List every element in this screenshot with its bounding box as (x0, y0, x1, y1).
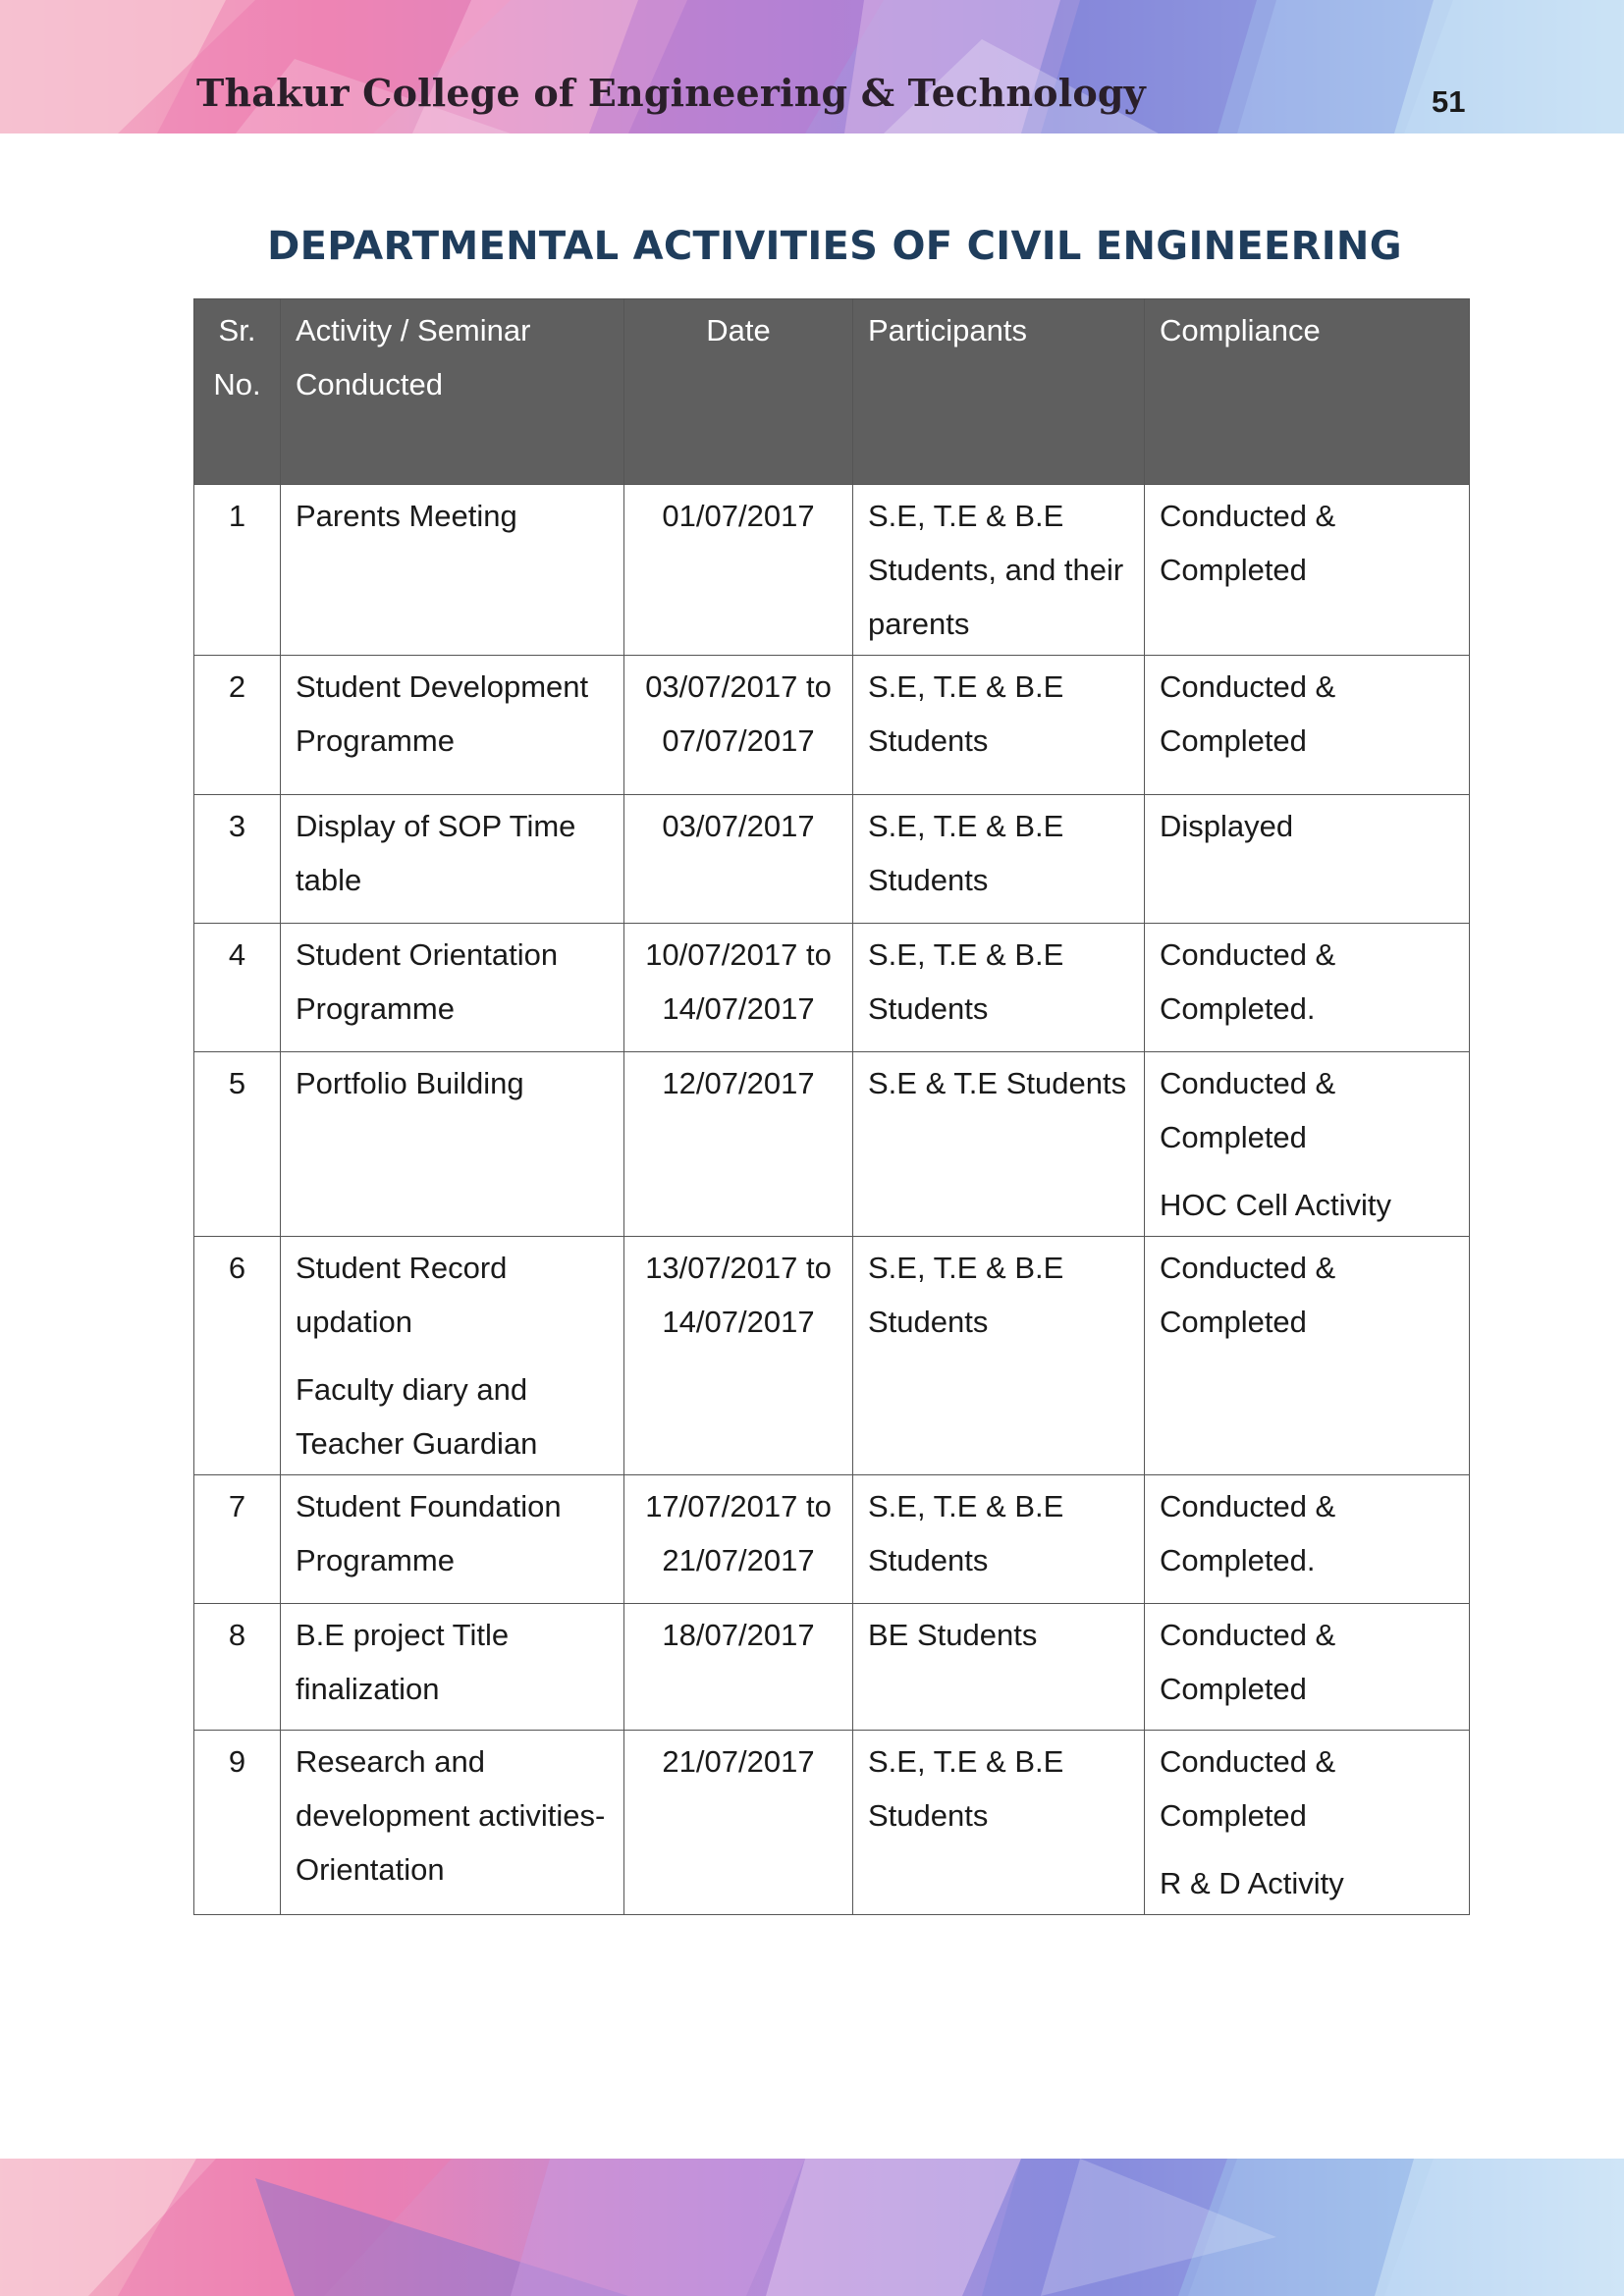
table-row (194, 485, 1470, 656)
col-header-activity-line1: Activity / Seminar (296, 313, 531, 347)
cell-participants-line: S.E & T.E Students (868, 1066, 1127, 1100)
cell-participants (853, 1731, 1145, 1915)
cell-date-line: 17/07/2017 to (645, 1489, 832, 1523)
page-number: 51 (1432, 84, 1466, 119)
cell-date-line: 03/07/2017 (662, 809, 815, 843)
cell-compliance (1145, 1237, 1470, 1475)
cell-activity-line: Programme (296, 1543, 455, 1577)
table-row (194, 1475, 1470, 1604)
col-header-compliance: Compliance (1145, 299, 1470, 485)
cell-date-line: 07/07/2017 (662, 723, 815, 758)
cell-sr-no: 6 (194, 1237, 281, 1475)
cell-participants-line: S.E, T.E & B.E (868, 937, 1064, 972)
cell-participants-line: S.E, T.E & B.E (868, 1744, 1064, 1779)
footer-banner (0, 2159, 1624, 2296)
cell-participants-line: parents (868, 607, 970, 641)
cell-participants-line: S.E, T.E & B.E (868, 1489, 1064, 1523)
cell-participants (853, 924, 1145, 1052)
cell-date-line: 10/07/2017 to (645, 937, 832, 972)
cell-compliance (1145, 656, 1470, 795)
cell-sr-no: 3 (194, 795, 281, 924)
cell-sr-no: 9 (194, 1731, 281, 1915)
cell-activity-line: Display of SOP Time (296, 809, 576, 843)
col-header-date: Date (624, 299, 853, 485)
cell-date-line: 18/07/2017 (662, 1618, 815, 1652)
table-row (194, 656, 1470, 795)
cell-compliance-note: R & D Activity (1160, 1866, 1344, 1900)
cell-compliance-line: Completed (1160, 1305, 1307, 1339)
cell-activity-line: Student Foundation (296, 1489, 562, 1523)
cell-participants-line: Students (868, 1798, 989, 1833)
cell-compliance-line: Conducted & (1160, 669, 1336, 704)
col-header-activity (281, 299, 624, 485)
cell-compliance-line: Completed (1160, 1798, 1307, 1833)
cell-activity-line: development activities- (296, 1798, 606, 1833)
cell-compliance-line: Completed. (1160, 991, 1316, 1026)
cell-participants-line: S.E, T.E & B.E (868, 669, 1064, 704)
cell-activity-line: Student Orientation (296, 937, 559, 972)
cell-participants-line: Students, and their (868, 553, 1124, 587)
cell-compliance-line: Conducted & (1160, 499, 1336, 533)
cell-compliance-line: Displayed (1160, 809, 1294, 843)
activities-table (193, 298, 1470, 1915)
cell-compliance-line: Completed (1160, 1120, 1307, 1154)
cell-participants (853, 1052, 1145, 1237)
cell-date-line: 21/07/2017 (662, 1744, 815, 1779)
cell-compliance-line: Completed (1160, 723, 1307, 758)
cell-activity (281, 795, 624, 924)
cell-participants-line: Students (868, 991, 989, 1026)
cell-date (624, 1237, 853, 1475)
cell-compliance (1145, 924, 1470, 1052)
cell-activity (281, 1604, 624, 1731)
cell-participants (853, 1475, 1145, 1604)
cell-compliance-line: Completed (1160, 1672, 1307, 1706)
cell-compliance-line: Conducted & (1160, 937, 1336, 972)
cell-date (624, 656, 853, 795)
cell-activity-line: Student Record (296, 1251, 508, 1285)
cell-date (624, 1475, 853, 1604)
table-header (194, 299, 1470, 485)
col-header-sr-line2: No. (213, 367, 261, 401)
cell-participants-line: Students (868, 863, 989, 897)
cell-activity (281, 1237, 624, 1475)
cell-date (624, 795, 853, 924)
cell-participants (853, 656, 1145, 795)
cell-participants-line: S.E, T.E & B.E (868, 1251, 1064, 1285)
cell-activity-line: finalization (296, 1672, 440, 1706)
table-row (194, 1604, 1470, 1731)
cell-participants-line: S.E, T.E & B.E (868, 809, 1064, 843)
cell-activity-line: Programme (296, 723, 455, 758)
cell-date (624, 1731, 853, 1915)
col-header-sr-line1: Sr. (218, 313, 256, 347)
col-header-sr-no (194, 299, 281, 485)
cell-sr-no: 8 (194, 1604, 281, 1731)
col-header-participants: Participants (853, 299, 1145, 485)
cell-sr-no: 2 (194, 656, 281, 795)
cell-participants-line: Students (868, 723, 989, 758)
cell-participants-line: BE Students (868, 1618, 1038, 1652)
cell-sr-no: 4 (194, 924, 281, 1052)
cell-activity-line: Research and (296, 1744, 486, 1779)
cell-activity (281, 1052, 624, 1237)
cell-activity-note: Faculty diary and Teacher Guardian (296, 1372, 538, 1461)
cell-compliance (1145, 1052, 1470, 1237)
table-row (194, 924, 1470, 1052)
cell-date-line: 14/07/2017 (662, 991, 815, 1026)
cell-date (624, 1052, 853, 1237)
cell-sr-no: 1 (194, 485, 281, 656)
cell-activity (281, 656, 624, 795)
cell-participants-line: S.E, T.E & B.E (868, 499, 1064, 533)
cell-compliance-line: Conducted & (1160, 1251, 1336, 1285)
table-row (194, 795, 1470, 924)
cell-compliance (1145, 485, 1470, 656)
table-row (194, 1237, 1470, 1475)
cell-compliance (1145, 795, 1470, 924)
cell-date-line: 01/07/2017 (662, 499, 815, 533)
cell-activity-line: Student Development (296, 669, 589, 704)
cell-compliance-note: HOC Cell Activity (1160, 1188, 1391, 1222)
page-title: DEPARTMENTAL ACTIVITIES OF CIVIL ENGINEERING (267, 224, 1402, 269)
cell-compliance (1145, 1475, 1470, 1604)
cell-participants (853, 485, 1145, 656)
cell-activity-line: Parents Meeting (296, 499, 517, 533)
cell-sr-no: 7 (194, 1475, 281, 1604)
cell-date (624, 924, 853, 1052)
cell-participants-line: Students (868, 1543, 989, 1577)
footer-banner-graphic (0, 2159, 1624, 2296)
cell-participants (853, 1237, 1145, 1475)
cell-compliance-line: Completed (1160, 553, 1307, 587)
table-row (194, 1731, 1470, 1915)
header-row (194, 299, 1470, 485)
cell-date-line: 12/07/2017 (662, 1066, 815, 1100)
table-row (194, 1052, 1470, 1237)
cell-activity-line: updation (296, 1305, 412, 1339)
cell-date-line: 13/07/2017 to (645, 1251, 832, 1285)
cell-activity-line: Portfolio Building (296, 1066, 524, 1100)
cell-activity-line: Orientation (296, 1852, 445, 1887)
cell-compliance-line: Conducted & (1160, 1618, 1336, 1652)
cell-compliance-line: Completed. (1160, 1543, 1316, 1577)
cell-date (624, 1604, 853, 1731)
cell-activity-line: table (296, 863, 362, 897)
cell-date (624, 485, 853, 656)
col-header-activity-line2: Conducted (296, 367, 443, 401)
table-body (194, 485, 1470, 1915)
college-name: Thakur College of Engineering & Technology (196, 71, 1146, 115)
cell-activity-line: Programme (296, 991, 455, 1026)
cell-date-line: 03/07/2017 to (645, 669, 832, 704)
cell-compliance-line: Conducted & (1160, 1489, 1336, 1523)
cell-participants-line: Students (868, 1305, 989, 1339)
cell-compliance-line: Conducted & (1160, 1066, 1336, 1100)
cell-activity-line: B.E project Title (296, 1618, 510, 1652)
cell-activity (281, 1731, 624, 1915)
cell-compliance (1145, 1731, 1470, 1915)
cell-activity (281, 1475, 624, 1604)
cell-compliance (1145, 1604, 1470, 1731)
cell-compliance-line: Conducted & (1160, 1744, 1336, 1779)
cell-date-line: 14/07/2017 (662, 1305, 815, 1339)
cell-date-line: 21/07/2017 (662, 1543, 815, 1577)
cell-participants (853, 1604, 1145, 1731)
cell-activity (281, 485, 624, 656)
cell-activity (281, 924, 624, 1052)
cell-participants (853, 795, 1145, 924)
cell-sr-no: 5 (194, 1052, 281, 1237)
